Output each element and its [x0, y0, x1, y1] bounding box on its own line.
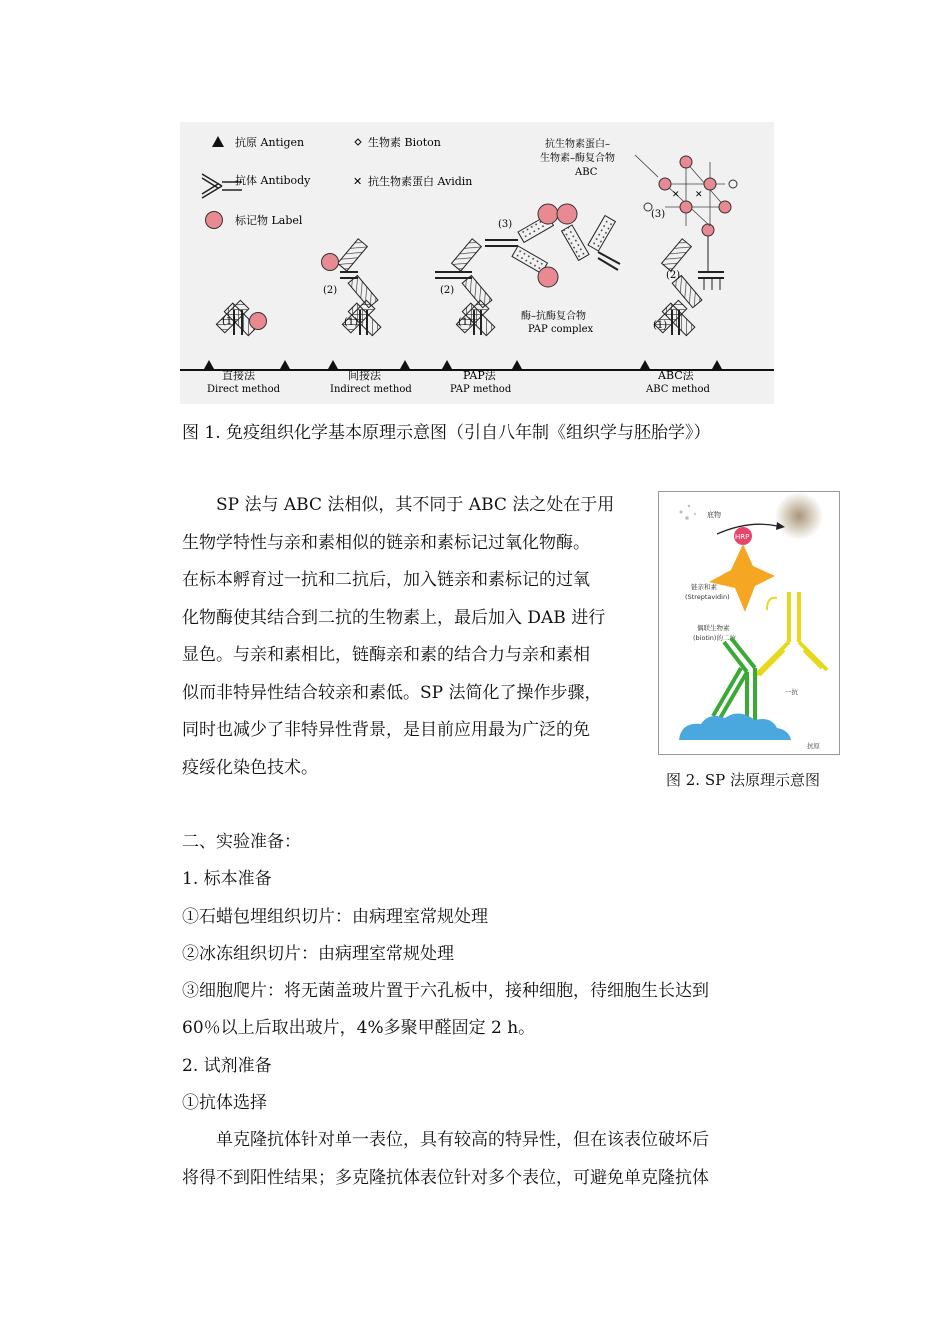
direct-method-en: Direct method	[207, 384, 280, 395]
list-item-continuation: 60％以上后取出玻片，4%多聚甲醛固定 2 h。	[182, 1018, 536, 1039]
legend-bioton: 生物素 Bioton	[368, 136, 441, 149]
figure-2-graphic	[659, 492, 840, 755]
pap-complex-zh: 酶–抗酶复合物	[521, 311, 586, 322]
direct-method-zh: 直接法	[222, 369, 255, 382]
sp-method-paragraph	[182, 487, 646, 787]
fig2-streptavidin-zh: 链亲和素	[691, 583, 717, 591]
pap-complex-en: PAP complex	[528, 324, 594, 335]
list-item: ①抗体选择	[182, 1093, 267, 1114]
svg-text:(3): (3)	[498, 219, 513, 230]
fig2-secondary-en: (biotin)的二抗	[693, 634, 736, 642]
figure-2-sp-principle	[658, 491, 840, 755]
legend-avidin: 抗生物素蛋白 Avidin	[368, 175, 473, 188]
list-item: ②冰冻组织切片：由病理室常规处理	[182, 943, 454, 964]
paragraph-line: SP 法与 ABC 法相似，其不同于 ABC 法之处在于用	[216, 495, 615, 515]
pap-method-zh: PAP法	[463, 369, 496, 382]
svg-text:(1): (1)	[458, 317, 473, 328]
label-circle-icon	[206, 212, 223, 229]
indirect-method-zh: 间接法	[348, 369, 381, 382]
svg-text:(1): (1)	[222, 316, 237, 327]
abc-complex-label-2: 生物素–酶复合物	[540, 153, 615, 164]
fig2-secondary-zh: 偶联生物素	[697, 624, 730, 632]
paragraph-line: 单克隆抗体针对单一表位，具有较高的特异性，但在该表位破坏后	[216, 1130, 709, 1151]
paragraph-line: 将得不到阳性结果；多克隆抗体表位针对多个表位，可避免单克隆抗体	[182, 1167, 709, 1188]
paragraph-line: 疫绥化染色技术。	[182, 757, 318, 778]
paragraph-line: 生物学特性与亲和素相似的链亲和素标记过氧化物酶。	[182, 532, 590, 553]
indirect-method-en: Indirect method	[330, 384, 412, 395]
svg-text:(2): (2)	[440, 285, 455, 296]
svg-text:(2): (2)	[666, 270, 681, 281]
paragraph-line: 似而非特异性结合较亲和素低。SP 法简化了操作步骤，	[182, 682, 602, 703]
list-item: ③细胞爬片：将无菌盖玻片置于六孔板中，接种细胞，待细胞生长达到	[182, 981, 709, 1002]
fig2-antigen-label: 抗原	[807, 742, 820, 750]
fig2-hrp-label: HRP	[735, 533, 750, 541]
subsection-title: 1. 标本准备	[182, 869, 272, 890]
avidin-x-icon: ✕	[353, 175, 363, 188]
paragraph-line: 同时也减少了非特异性背景，是目前应用最为广泛的免	[182, 720, 590, 740]
paragraph-line: 显色。与亲和素相比，链酶亲和素的结合力与亲和素相	[182, 645, 590, 665]
fig2-primary-label: 一抗	[785, 688, 798, 696]
abc-method-en: ABC method	[646, 384, 710, 395]
paragraph-line: 在标本孵育过一抗和二抗后，加入链亲和素标记的过氧	[182, 570, 590, 590]
list-item: ①石蜡包埋组织切片：由病理室常规处理	[182, 906, 488, 927]
svg-text:(2): (2)	[323, 285, 338, 296]
abc-method-zh: ABC法	[658, 369, 694, 382]
svg-text:(1): (1)	[344, 317, 359, 328]
section-heading: 二、实验准备：	[182, 832, 301, 852]
legend-label: 标记物 Label	[235, 214, 303, 227]
svg-text:(1): (1)	[653, 320, 668, 331]
fig2-substrate-label: 底物	[707, 511, 721, 519]
svg-text:(3): (3)	[651, 209, 666, 220]
figure-2-caption: 图 2. SP 法原理示意图	[666, 771, 820, 789]
legend-antibody: 抗体 Antibody	[235, 174, 311, 187]
legend-antigen: 抗原 Antigen	[235, 136, 305, 149]
figure-1-ihc-principles	[180, 122, 774, 404]
svg-text:✕: ✕	[695, 190, 703, 200]
pap-method-en: PAP method	[450, 384, 512, 395]
figure-1-caption: 图 1. 免疫组织化学基本原理示意图（引自八年制《组织学与胚胎学》）	[182, 423, 711, 443]
subsection-title: 2. 试剂准备	[182, 1055, 272, 1076]
fig2-streptavidin-en: (Streptavidin)	[685, 593, 730, 601]
abc-complex-label-3: ABC	[575, 167, 598, 178]
experiment-preparation-section	[182, 824, 772, 1197]
abc-complex-label-1: 抗生物素蛋白–	[545, 139, 610, 150]
svg-text:✕: ✕	[672, 190, 680, 200]
paragraph-line: 化物酶使其结合到二抗的生物素上，最后加入 DAB 进行	[182, 607, 606, 628]
